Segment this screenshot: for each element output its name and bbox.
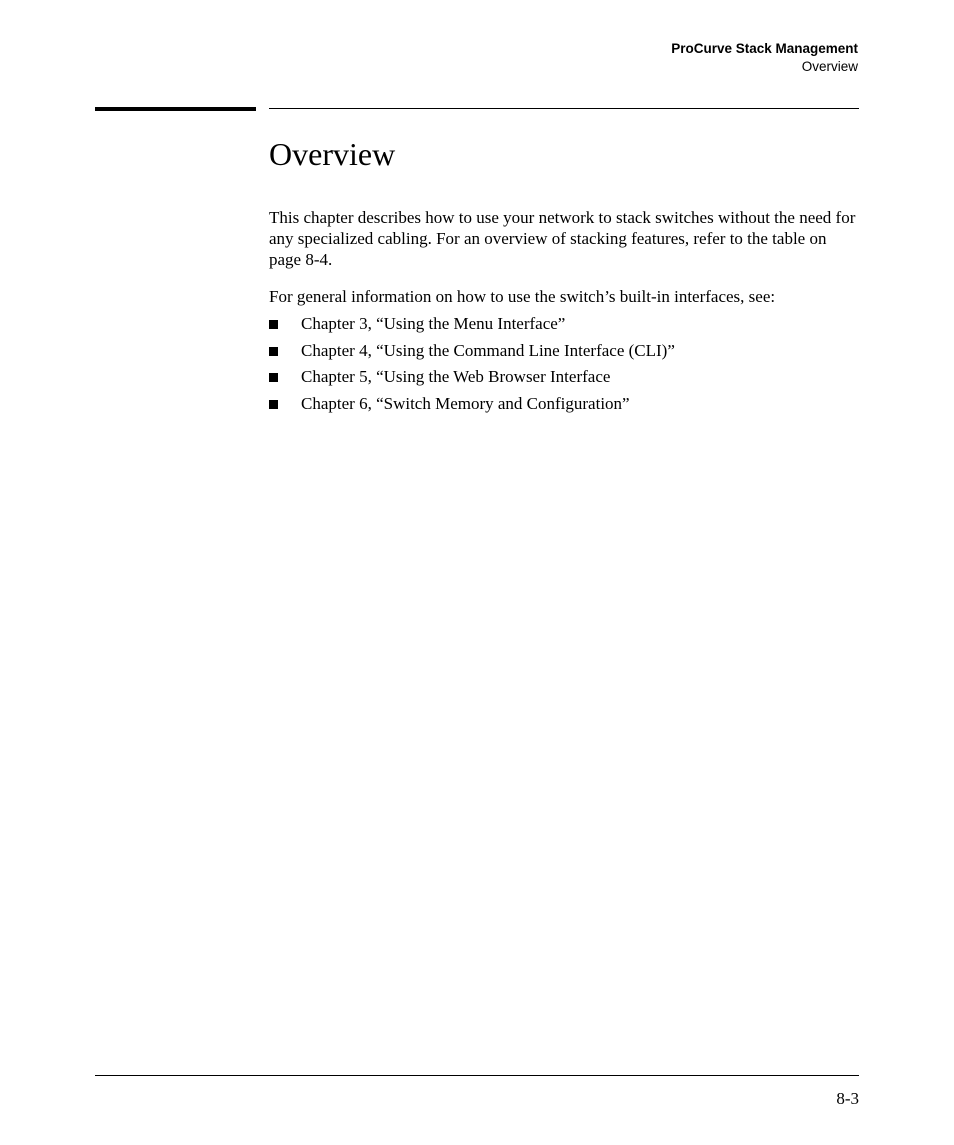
square-bullet-icon: [269, 320, 278, 329]
list-item: [269, 366, 859, 387]
lead-paragraph: For general information on how to use the switch’s built-in interfaces, see:: [269, 287, 776, 306]
page-title: Overview: [269, 136, 396, 172]
header-thin-rule: [269, 108, 859, 109]
list-item-label: Chapter 4, “Using the Command Line Interface (CLI)”: [301, 340, 675, 360]
footer-rule: [95, 1075, 859, 1076]
chapter-reference-list: [269, 313, 859, 414]
intro-paragraph: This chapter describes how to use your network to stack switches without the need for any specialized cabling. For an overview of stacking features, refer to the table on page 8-4.: [269, 208, 856, 269]
list-item: [269, 313, 859, 334]
list-item-label: Chapter 6, “Switch Memory and Configuration”: [301, 393, 630, 413]
list-item-label: Chapter 5, “Using the Web Browser Interface: [301, 367, 611, 386]
list-item: [269, 340, 859, 361]
body-content: [269, 207, 859, 419]
list-item: [269, 393, 859, 414]
square-bullet-icon: [269, 347, 278, 356]
square-bullet-icon: [269, 400, 278, 409]
running-header: [671, 40, 858, 76]
header-title: ProCurve Stack Management: [671, 41, 858, 56]
header-thick-rule: [95, 107, 256, 111]
list-item-label: Chapter 3, “Using the Menu Interface”: [301, 314, 566, 333]
square-bullet-icon: [269, 373, 278, 382]
page-number: 8-3: [836, 1089, 859, 1108]
header-section: Overview: [801, 59, 858, 74]
